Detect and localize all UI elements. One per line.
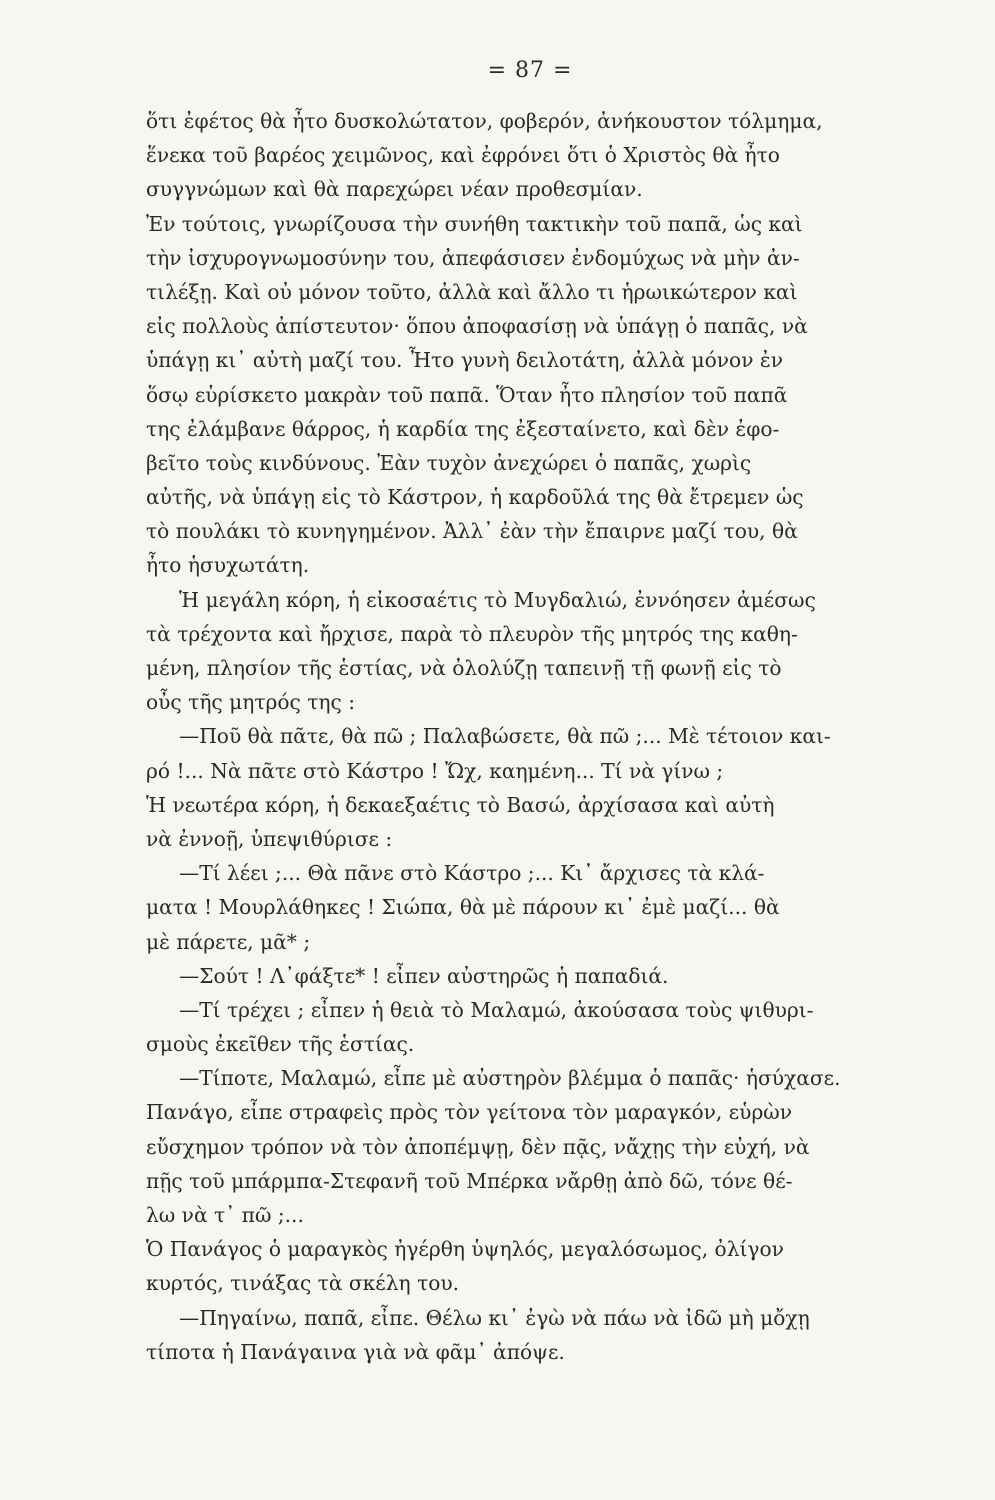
body-text <box>146 104 916 1369</box>
text-line: νὰ ἐννοῇ, ὑπεψιθύρισε : <box>146 826 393 851</box>
text-line: αὐτῆς, νὰ ὑπάγῃ εἰς τὸ Κάστρον, ἡ καρδοῦλά της θὰ ἔτρεμεν ὡς <box>146 485 804 510</box>
text-line: Ἡ μεγάλη κόρη, ἡ εἰκοσαέτις τὸ Μυγδαλιώ, ἐννόησεν ἀμέσως <box>179 587 816 612</box>
text-line: Ἐν τούτοις, γνωρίζουσα τὴν συνήθη τακτικὴν τοῦ παπᾶ, ὡς καὶ <box>146 211 803 236</box>
text-line: της ἐλάμβανε θάρρος, ἡ καρδία της ἐξεσταίνετο, καὶ δὲν ἐφο- <box>146 416 780 441</box>
text-line: ρό !... Νὰ πᾶτε στὸ Κάστρο ! Ὤχ, καημένη... Τί νὰ γίνω ; <box>146 758 724 783</box>
text-line: Πανάγο, εἶπε στραφεὶς πρὸς τὸν γείτονα τὸν μαραγκόν, εὑρὼν <box>146 1100 793 1125</box>
text-line: —Σούτ ! Λ᾽φάξτε* ! εἶπεν αὐστηρῶς ἡ παπαδιά. <box>179 963 669 988</box>
text-line: μένη, πλησίον τῆς ἑστίας, νὰ ὀλολύζῃ ταπεινῇ τῇ φωνῇ εἰς τὸ <box>146 656 782 680</box>
text-line: τίποτα ἡ Πανάγαινα γιὰ νὰ φᾶμ᾽ ἀπόψε. <box>146 1339 565 1364</box>
text-line: —Πηγαίνω, παπᾶ, εἶπε. Θέλω κι᾽ ἐγὼ νὰ πάω νὰ ἰδῶ μὴ μὄχῃ <box>179 1305 810 1330</box>
text-line: λω νὰ τ᾽ πῶ ;... <box>146 1203 304 1227</box>
text-line: Ὁ Πανάγος ὁ μαραγκὸς ἠγέρθη ὑψηλός, μεγαλόσωμος, ὀλίγον <box>146 1237 784 1262</box>
text-line: μὲ πάρετε, μᾶ* ; <box>146 929 311 954</box>
text-line: τὴν ἰσχυρογνωμοσύνην του, ἀπεφάσισεν ἐνδομύχως νὰ μὴν ἀν- <box>146 245 800 270</box>
page-number: = 87 = <box>487 58 573 83</box>
text-line: —Τί λέει ;... Θὰ πᾶνε στὸ Κάστρο ;... Κι᾽ ἄρχισες τὰ κλά- <box>179 861 765 886</box>
text-line: κυρτός, τινάξας τὰ σκέλη του. <box>146 1271 460 1296</box>
text-line: συγγνώμων καὶ θὰ παρεχώρει νέαν προθεσμίαν. <box>146 177 643 202</box>
text-line: ἕνεκα τοῦ βαρέος χειμῶνος, καὶ ἐφρόνει ὅτι ὁ Χριστὸς θὰ ἦτο <box>146 143 780 168</box>
text-line: σμοὺς ἐκεῖθεν τῆς ἑστίας. <box>146 1032 415 1057</box>
text-line: βεῖτο τοὺς κινδύνους. Ἐὰν τυχὸν ἀνεχώρει ὁ παπᾶς, χωρὶς <box>146 450 752 475</box>
text-line: τὰ τρέχοντα καὶ ἤρχισε, παρὰ τὸ πλευρὸν τῆς μητρός της καθη- <box>146 621 798 646</box>
text-line: εἰς πολλοὺς ἀπίστευτον· ὅπου ἀποφασίσῃ νὰ ὑπάγῃ ὁ παπᾶς, νὰ <box>146 314 808 339</box>
text-line: τιλέξῃ. Καὶ οὐ μόνον τοῦτο, ἀλλὰ καὶ ἄλλο τι ἡρωικώτερον καὶ <box>146 279 798 304</box>
text-line: τὸ πουλάκι τὸ κυνηγημένον. Ἀλλ᾽ ἐὰν τὴν ἔπαιρνε μαζί του, θὰ <box>146 519 798 544</box>
text-line: ἦτο ἡσυχωτάτη. <box>146 553 310 578</box>
text-line: —Τί τρέχει ; εἶπεν ἡ θειὰ τὸ Μαλαμώ, ἀκούσασα τοὺς ψιθυρι- <box>179 997 814 1022</box>
text-line: ματα ! Μουρλάθηκες ! Σιώπα, θὰ μὲ πάρουν κι᾽ ἐμὲ μαζί... θὰ <box>146 895 780 920</box>
text-line: ὑπάγῃ κι᾽ αὐτὴ μαζί του. Ἦτο γυνὴ δειλοτάτη, ἀλλὰ μόνον ἐν <box>146 348 783 373</box>
text-line: εὔσχημον τρόπον νὰ τὸν ἀποπέμψῃ, δὲν πᾷς, νἄχῃς τὴν εὐχή, νὰ <box>146 1134 810 1159</box>
text-line: πῇς τοῦ μπάρμπα-Στεφανῆ τοῦ Μπέρκα νἄρθῃ ἀπὸ δῶ, τόνε θέ- <box>146 1168 793 1193</box>
text-line: ὅτι ἐφέτος θὰ ἦτο δυσκολώτατον, φοβερόν, ἀνήκουστον τόλμημα, <box>146 109 823 133</box>
text-line: —Ποῦ θὰ πᾶτε, θὰ πῶ ; Παλαβώσετε, θὰ πῶ ;... Μὲ τέτοιον και- <box>179 724 831 749</box>
text-line: ὅσῳ εὑρίσκετο μακρὰν τοῦ παπᾶ. Ὅταν ἦτο πλησίον τοῦ παπᾶ <box>146 382 788 407</box>
text-line: Ἡ νεωτέρα κόρη, ἡ δεκαεξαέτις τὸ Βασώ, ἀρχίσασα καὶ αὐτὴ <box>146 792 775 817</box>
text-line: οὖς τῆς μητρός της : <box>146 690 356 715</box>
text-line: —Τίποτε, Μαλαμώ, εἶπε μὲ αὐστηρὸν βλέμμα ὁ παπᾶς· ἡσύχασε. <box>179 1066 841 1091</box>
